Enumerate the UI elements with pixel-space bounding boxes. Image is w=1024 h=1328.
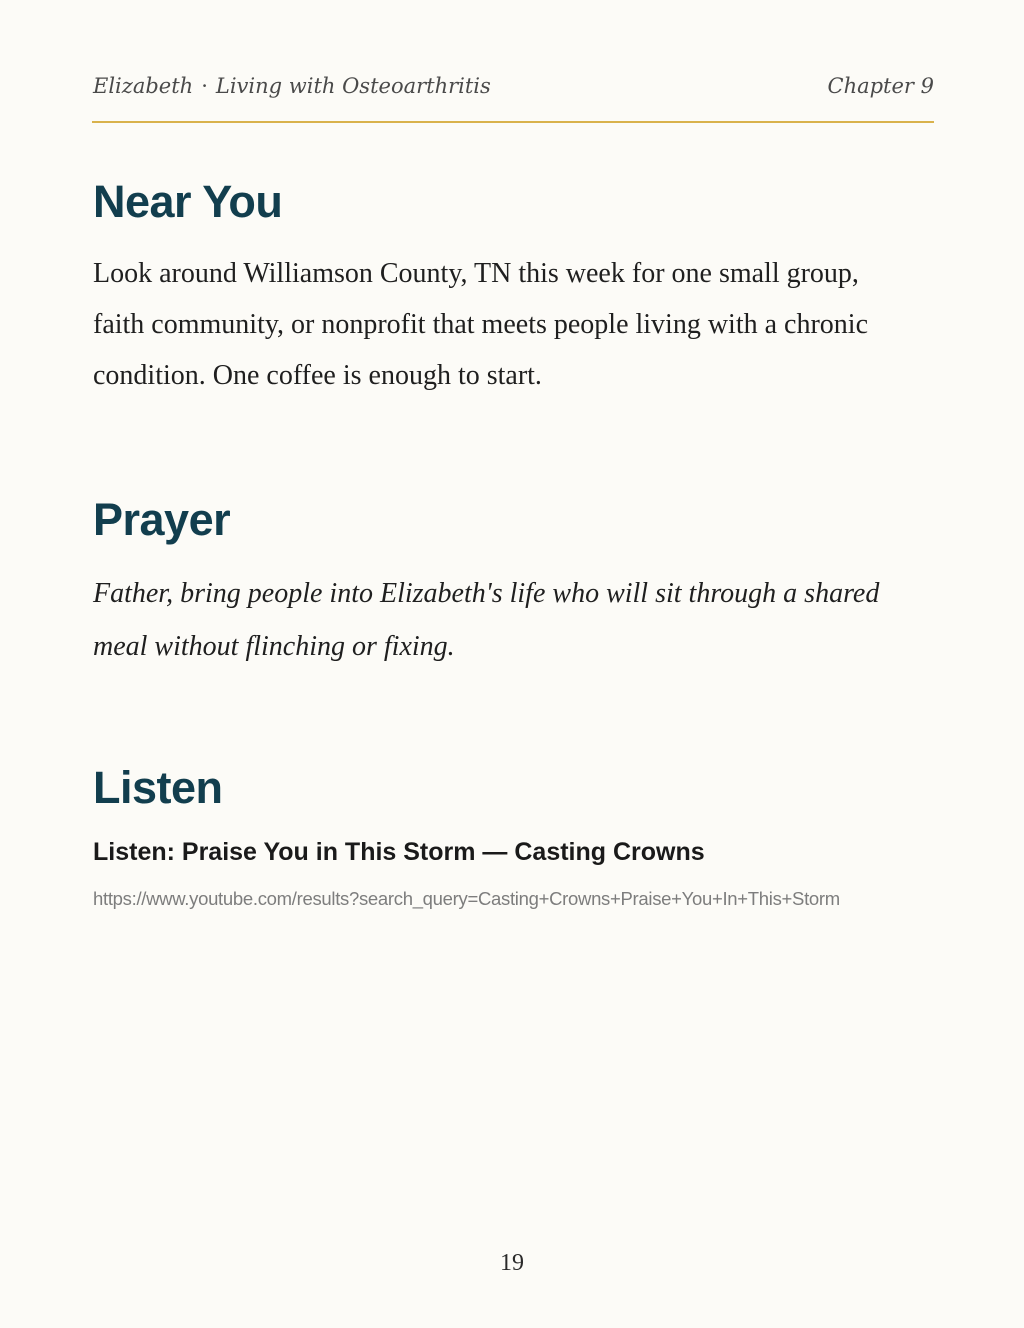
near-you-heading: Near You <box>93 176 283 227</box>
header-subtitle: Living with Osteoarthritis <box>215 74 491 98</box>
near-you-body: Look around Williamson County, TN this week for one small group, faith community, or nonprofit that meets people living with a chronic condition. One coffee is enough to start. <box>93 258 869 391</box>
prayer-body: Father, bring people into Elizabeth's life who will sit through a shared meal without flinching or fixing. <box>93 578 880 662</box>
header-left <box>93 74 491 98</box>
song-link[interactable]: https://www.youtube.com/results?search_query=Casting+Crowns+Praise+You+In+This+Storm <box>93 888 840 909</box>
song-title: Listen: Praise You in This Storm — Casting Crowns <box>93 838 705 866</box>
header-person-name: Elizabeth <box>93 74 194 98</box>
header-separator: · <box>201 74 208 98</box>
prayer-heading: Prayer <box>93 494 231 545</box>
page-number: 19 <box>500 1250 524 1276</box>
listen-heading: Listen <box>93 762 223 813</box>
running-header <box>93 70 934 102</box>
header-chapter: Chapter 9 <box>827 74 934 98</box>
header-divider <box>92 121 934 123</box>
